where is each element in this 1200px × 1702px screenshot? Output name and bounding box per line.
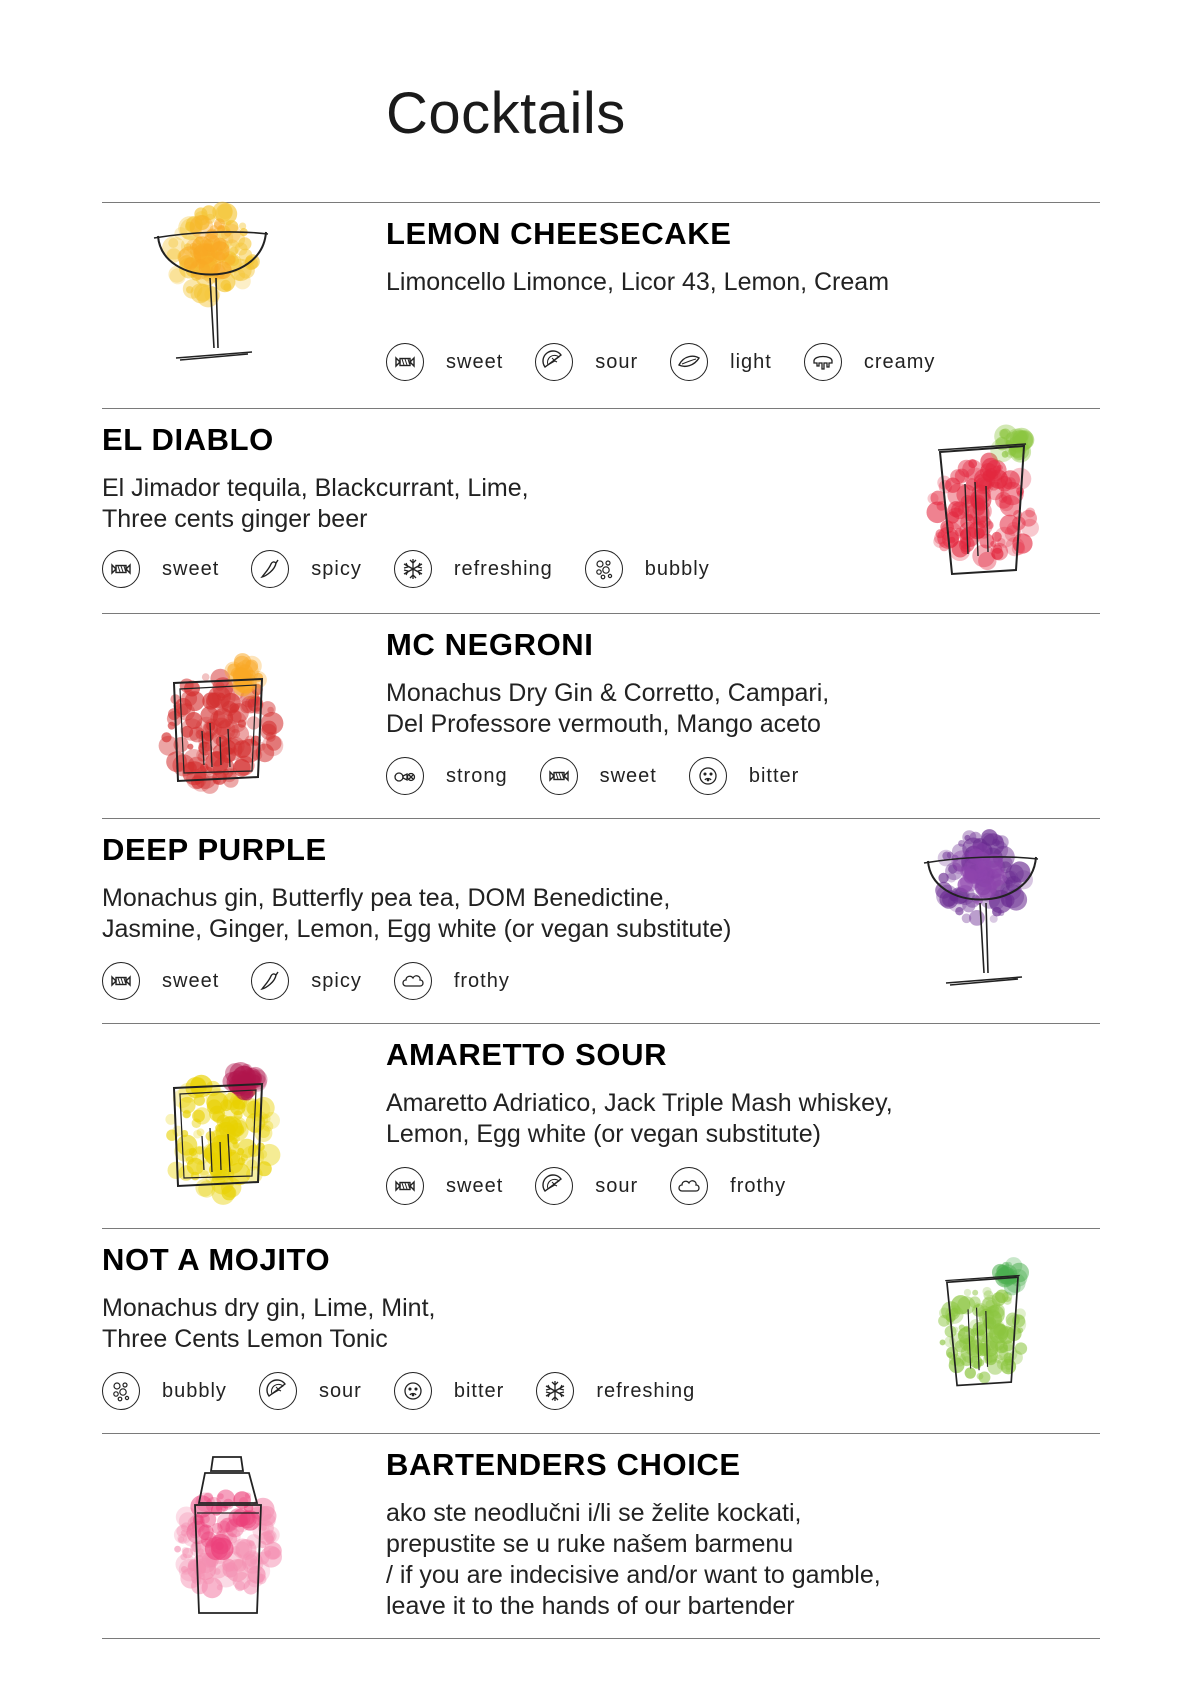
flavor-tag-label: sour: [318, 1379, 362, 1402]
bubbles-icon: [102, 1372, 140, 1410]
description-line: Lemon, Egg white (or vegan substitute): [386, 1120, 821, 1148]
description-line: leave it to the hands of our bartender: [386, 1592, 795, 1620]
flavor-tags: [386, 753, 831, 799]
flavor-tag: [259, 1372, 362, 1410]
divider: [102, 1023, 1100, 1024]
cloud-icon: [394, 962, 432, 1000]
flavor-tag: [394, 962, 510, 1000]
flavor-tag: [540, 757, 657, 795]
flavor-tag-label: frothy: [730, 1174, 787, 1197]
description-line: Monachus Dry Gin & Corretto, Campari,: [386, 679, 830, 707]
flavor-tag: [585, 550, 710, 588]
description-line: El Jimador tequila, Blackcurrant, Lime,: [102, 474, 529, 502]
flavor-tag-label: bitter: [748, 764, 800, 787]
flavor-tag-label: bubbly: [162, 1379, 227, 1402]
flavor-tag: [394, 550, 553, 588]
divider: [102, 1228, 1100, 1229]
description-line: Three cents ginger beer: [102, 505, 368, 533]
shaker-illustration: [165, 1453, 295, 1623]
flavor-tag: [536, 1372, 695, 1410]
description-line: Three Cents Lemon Tonic: [102, 1325, 388, 1353]
description-line: Amaretto Adriatico, Jack Triple Mash whiskey,: [386, 1089, 893, 1117]
flavor-tag: [386, 1167, 503, 1205]
description-line: Monachus dry gin, Lime, Mint,: [102, 1294, 436, 1322]
divider: [102, 613, 1100, 614]
flavor-tag-label: spicy: [311, 557, 362, 580]
item-name: DEEP PURPLE: [102, 832, 327, 867]
coupe-glass-illustration: [910, 838, 1070, 1008]
candy-icon: [386, 343, 424, 381]
item-description: [102, 883, 732, 945]
item-name: LEMON CHEESECAKE: [386, 216, 732, 251]
flavor-tag-label: refreshing: [453, 557, 553, 580]
flavor-tag: [102, 1372, 227, 1410]
description-line: Jasmine, Ginger, Lemon, Egg white (or vegan substitute): [102, 915, 732, 943]
cream-icon: [804, 343, 842, 381]
flavor-tag-label: creamy: [863, 350, 936, 373]
flavor-tag: [251, 962, 362, 1000]
item-name: EL DIABLO: [102, 422, 274, 457]
flavor-tags: [386, 1163, 818, 1209]
flavor-tags: [386, 339, 967, 385]
description-line: ako ste neodlučni i/li se želite kockati,: [386, 1499, 802, 1527]
divider: [102, 408, 1100, 409]
item-description: [386, 678, 829, 740]
rocks-glass-art: [150, 1058, 300, 1198]
description-line: prepustite se u ruke našem barmenu: [386, 1530, 794, 1558]
coupe-glass-illustration: [140, 218, 300, 378]
chili-icon: [251, 550, 289, 588]
flavor-tag-label: bitter: [453, 1379, 505, 1402]
candy-icon: [540, 757, 578, 795]
rocks-glass-illustration: [150, 653, 300, 793]
cloud-icon: [670, 1167, 708, 1205]
description-line: Monachus gin, Butterfly pea tea, DOM Benedictine,: [102, 884, 671, 912]
chili-icon: [251, 962, 289, 1000]
flavor-tag-label: bubbly: [644, 557, 710, 580]
description-line: Limoncello Limonce, Licor 43, Lemon, Cream: [386, 268, 890, 296]
coupe-glass-art: [140, 218, 300, 378]
bitter-face-icon: [689, 757, 727, 795]
flavor-tag-label: sour: [595, 1174, 639, 1197]
highball-glass-art: [920, 424, 1050, 594]
item-description: [386, 267, 889, 298]
highball-glass-art: [930, 1238, 1040, 1423]
bitter-face-icon: [394, 1372, 432, 1410]
strong-icon: [386, 757, 424, 795]
shaker-art: [165, 1453, 295, 1623]
divider: [102, 1433, 1100, 1434]
rocks-glass-illustration: [150, 1058, 300, 1198]
leaf-icon: [670, 343, 708, 381]
flavor-tag: [535, 1167, 638, 1205]
flavor-tag: [102, 962, 219, 1000]
divider: [102, 818, 1100, 819]
flavor-tag: [394, 1372, 504, 1410]
item-name: NOT A MOJITO: [102, 1242, 331, 1277]
divider: [102, 1638, 1100, 1639]
flavor-tag-label: spicy: [311, 969, 362, 992]
lemon-slice-icon: [259, 1372, 297, 1410]
flavor-tag: [670, 1167, 786, 1205]
highball-glass-illustration: [930, 1238, 1040, 1423]
highball-glass-illustration: [920, 424, 1050, 594]
item-description: [102, 1293, 435, 1355]
snowflake-icon: [536, 1372, 574, 1410]
item-description: [102, 473, 529, 535]
flavor-tag-label: refreshing: [596, 1379, 696, 1402]
flavor-tag: [386, 757, 508, 795]
flavor-tag-label: sweet: [599, 764, 657, 787]
lemon-slice-icon: [535, 343, 573, 381]
candy-icon: [102, 962, 140, 1000]
flavor-tag-label: sour: [595, 350, 639, 373]
bubbles-icon: [585, 550, 623, 588]
item-description: [386, 1498, 881, 1622]
item-name: MC NEGRONI: [386, 627, 594, 662]
flavor-tag-label: sweet: [162, 969, 220, 992]
item-description: [386, 1088, 893, 1150]
flavor-tag-label: strong: [446, 764, 508, 787]
flavor-tag: [251, 550, 362, 588]
item-name: BARTENDERS CHOICE: [386, 1447, 741, 1482]
item-name: AMARETTO SOUR: [386, 1037, 668, 1072]
candy-icon: [386, 1167, 424, 1205]
flavor-tag-label: sweet: [162, 557, 220, 580]
coupe-glass-art: [910, 838, 1070, 1008]
snowflake-icon: [394, 550, 432, 588]
lemon-slice-icon: [535, 1167, 573, 1205]
flavor-tag: [102, 550, 219, 588]
flavor-tags: [102, 958, 542, 1004]
flavor-tags: [102, 546, 742, 592]
flavor-tag-label: frothy: [453, 969, 510, 992]
candy-icon: [102, 550, 140, 588]
rocks-glass-art: [150, 653, 300, 793]
divider: [102, 202, 1100, 203]
description-line: / if you are indecisive and/or want to gamble,: [386, 1561, 881, 1589]
flavor-tag: [670, 343, 772, 381]
flavor-tag-label: light: [730, 350, 772, 373]
description-line: Del Professore vermouth, Mango aceto: [386, 710, 821, 738]
page-title: Cocktails: [386, 81, 626, 146]
flavor-tag: [535, 343, 638, 381]
flavor-tag-label: sweet: [446, 1174, 504, 1197]
flavor-tag-label: sweet: [446, 350, 504, 373]
flavor-tag: [804, 343, 936, 381]
flavor-tag: [386, 343, 503, 381]
flavor-tags: [102, 1368, 727, 1414]
flavor-tag: [689, 757, 799, 795]
